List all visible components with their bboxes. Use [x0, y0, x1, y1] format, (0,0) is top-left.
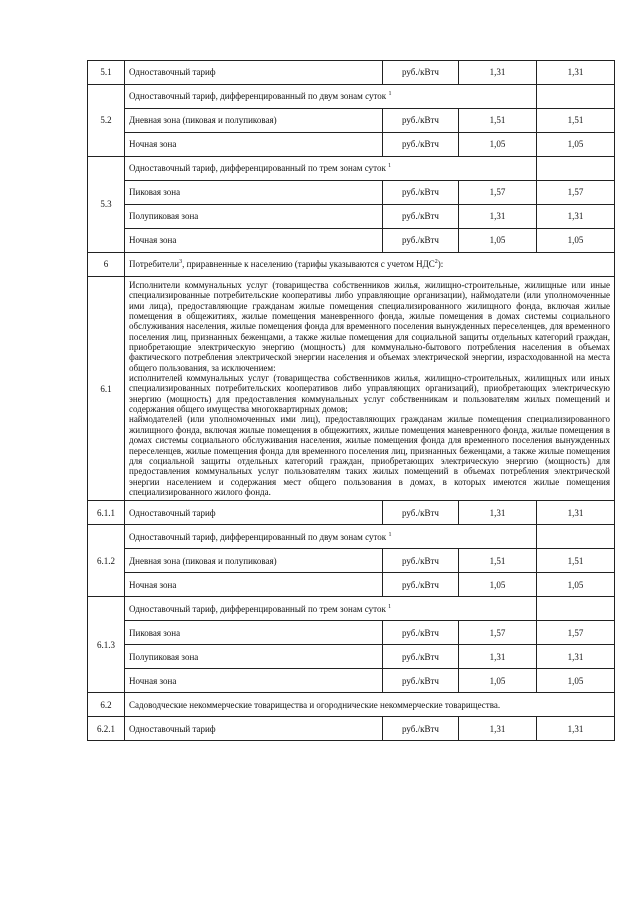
value-period-1: 1,05: [459, 573, 537, 597]
unit-cell: руб./кВтч: [383, 645, 459, 669]
unit-cell: руб./кВтч: [383, 109, 459, 133]
tariff-name: Одноставочный тариф: [125, 61, 383, 85]
section-heading-text: ):: [437, 259, 444, 270]
table-row: [88, 717, 615, 741]
value-period-2: 1,05: [537, 669, 615, 693]
tariff-name: [125, 525, 537, 549]
unit-cell: руб./кВтч: [383, 717, 459, 741]
unit-cell: руб./кВтч: [383, 229, 459, 253]
table-row: [88, 157, 615, 181]
table-row: [88, 645, 615, 669]
value-period-2: 1,51: [537, 549, 615, 573]
zone-name: Дневная зона (пиковая и полупиковая): [125, 549, 383, 573]
zone-name: Ночная зона: [125, 669, 383, 693]
table-row: [88, 669, 615, 693]
value-period-2: 1,31: [537, 717, 615, 741]
tariff-name: [125, 597, 537, 621]
description-paragraph: наймодателей (или уполномоченных ими лиц), предоставляющих гражданам жилые помещения специализированного жилищного фонда, включая жилые помещения в общежитиях, жилые помещения маневренного фонда, жилые помещения в домах системы социального обслуживания населения, жилые помещения фонда для временного поселения вынужденных переселенцев, жилые помещения фонда для временного поселения лиц, признанных беженцами, а также жилые помещения для социальной защиты отдельных категорий граждан, приобретающих электрическую энергию (мощность) для предоставления коммунальных услуг пользователям таких жилых помещений в объемах потребления электрической энергии населением и содержания мест общего пользования в домах, в которых имеются жилые помещения специализированного жилого фонда.: [129, 414, 610, 497]
table-row: [88, 229, 615, 253]
table-row: [88, 621, 615, 645]
zone-name: Дневная зона (пиковая и полупиковая): [125, 109, 383, 133]
tariff-name: Одноставочный тариф: [125, 717, 383, 741]
value-period-1: 1,31: [459, 61, 537, 85]
value-period-2: 1,57: [537, 181, 615, 205]
section-heading: [125, 253, 615, 277]
table-row: [88, 501, 615, 525]
value-period-1: 1,31: [459, 501, 537, 525]
row-number: 6: [88, 253, 125, 277]
unit-cell: руб./кВтч: [383, 573, 459, 597]
value-period-1: 1,05: [459, 229, 537, 253]
row-number: 6.1.1: [88, 501, 125, 525]
value-period-2: 1,51: [537, 109, 615, 133]
unit-cell: руб./кВтч: [383, 181, 459, 205]
footnote-ref: 3: [179, 259, 183, 266]
table-row: [88, 61, 615, 85]
table-row: [88, 85, 615, 109]
table-row: [88, 205, 615, 229]
value-period-1: 1,31: [459, 645, 537, 669]
table-row: [88, 277, 615, 501]
value-period-2: 1,31: [537, 501, 615, 525]
zone-name: Ночная зона: [125, 133, 383, 157]
value-period-2: 1,57: [537, 621, 615, 645]
zone-name: Пиковая зона: [125, 181, 383, 205]
zone-name: Полупиковая зона: [125, 205, 383, 229]
value-period-2: 1,05: [537, 133, 615, 157]
tariff-name: Одноставочный тариф: [125, 501, 383, 525]
zone-name: Пиковая зона: [125, 621, 383, 645]
tariff-name: [125, 85, 537, 109]
row-number: 6.1: [88, 277, 125, 501]
row-number: 6.2.1: [88, 717, 125, 741]
footnote-ref: 1: [388, 531, 392, 538]
unit-cell: руб./кВтч: [383, 549, 459, 573]
value-period-1: 1,51: [459, 549, 537, 573]
unit-cell: руб./кВтч: [383, 61, 459, 85]
footnote-ref: 1: [388, 163, 392, 170]
tariff-name: [125, 157, 537, 181]
unit-cell: руб./кВтч: [383, 669, 459, 693]
tariff-name-text: Одноставочный тариф, дифференцированный по двум зонам суток: [129, 91, 387, 102]
tariff-name-text: Одноставочный тариф, дифференцированный по двум зонам суток: [129, 531, 387, 542]
zone-name: Полупиковая зона: [125, 645, 383, 669]
section-heading-text: Потребители: [129, 259, 180, 270]
value-period-1: 1,57: [459, 181, 537, 205]
description-paragraph: исполнителей коммунальных услуг (товарищества собственников жилья, жилищно-строительных, жилищных или иных специализированных потребительских кооперативов либо управляющих организаций), приобретающих электрическую энергию (мощность) для предоставления коммунальных услуг собственникам и пользователям жилых помещений и содержания общего имущества многоквартирных домов;: [129, 373, 610, 415]
zone-name: Ночная зона: [125, 229, 383, 253]
value-period-1: 1,31: [459, 717, 537, 741]
category-description: [125, 277, 615, 501]
value-period-1: 1,31: [459, 205, 537, 229]
table-row: [88, 253, 615, 277]
description-paragraph: Исполнители коммунальных услуг (товарищества собственников жилья, жилищно-строительные, жилищные или иные специализированные потребительские кооперативы либо управляющие организации), наймодатели (или уполномоченные ими лица), предоставляющие гражданам жилые помещения специализированного жилищного фонда, включая жилые помещения в общежитиях, жилые помещения маневренного фонда, жилые помещения в домах системы социального обслуживания населения, жилые помещения фонда для временного поселения вынужденных переселенцев, для временного поселения лиц, признанных беженцами, а также жилые помещения для социальной защиты отдельных категорий граждан, приобретающие электрическую энергию (мощность) для коммунально-бытового потребления населения в объемах фактического потребления электрической энергии населения и объемах электрической энергии, израсходованной на места общего пользования, за исключением:: [129, 280, 610, 373]
value-period-2: 1,05: [537, 573, 615, 597]
tariff-table: [87, 60, 615, 741]
empty-cell: [537, 157, 615, 181]
footnote-ref: 2: [434, 259, 438, 266]
table-row: [88, 109, 615, 133]
row-number: 6.1.3: [88, 597, 125, 693]
unit-cell: руб./кВтч: [383, 621, 459, 645]
table-row: [88, 549, 615, 573]
row-number: 5.1: [88, 61, 125, 85]
unit-cell: руб./кВтч: [383, 501, 459, 525]
empty-cell: [537, 597, 615, 621]
value-period-2: 1,31: [537, 61, 615, 85]
value-period-1: 1,05: [459, 133, 537, 157]
table-row: [88, 181, 615, 205]
empty-cell: [537, 525, 615, 549]
tariff-name-text: Одноставочный тариф, дифференцированный по трем зонам суток: [129, 163, 386, 174]
row-number: 5.3: [88, 157, 125, 253]
tariff-name-text: Одноставочный тариф, дифференцированный по трем зонам суток: [129, 603, 386, 614]
section-heading-text: , приравненные к населению (тарифы указываются с учетом НДС: [182, 259, 435, 270]
table-row: [88, 597, 615, 621]
table-row: [88, 133, 615, 157]
row-number: 5.2: [88, 85, 125, 157]
value-period-1: 1,05: [459, 669, 537, 693]
footnote-ref: 1: [388, 91, 392, 98]
value-period-1: 1,57: [459, 621, 537, 645]
row-number: 6.2: [88, 693, 125, 717]
footnote-ref: 1: [388, 603, 392, 610]
empty-cell: [537, 85, 615, 109]
zone-name: Ночная зона: [125, 573, 383, 597]
table-row: [88, 573, 615, 597]
unit-cell: руб./кВтч: [383, 205, 459, 229]
value-period-2: 1,31: [537, 645, 615, 669]
value-period-2: 1,05: [537, 229, 615, 253]
unit-cell: руб./кВтч: [383, 133, 459, 157]
section-heading: Садоводческие некоммерческие товарищества и огороднические некоммерческие товарищества.: [125, 693, 615, 717]
row-number: 6.1.2: [88, 525, 125, 597]
value-period-1: 1,51: [459, 109, 537, 133]
table-row: [88, 693, 615, 717]
table-row: [88, 525, 615, 549]
value-period-2: 1,31: [537, 205, 615, 229]
